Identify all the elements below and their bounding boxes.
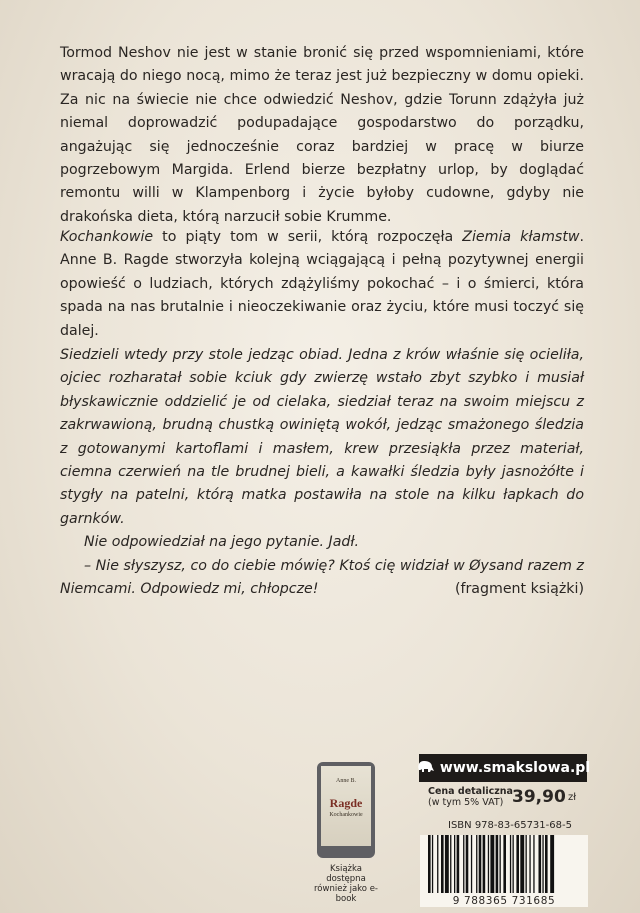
barcode-bar <box>437 835 438 893</box>
barcode-bar <box>550 835 554 893</box>
excerpt-paragraph-1: Siedzieli wtedy przy stole jedząc obiad. Jedna z krów właśnie się ocieliła, ojciec rozharatał sobie kciuk gdy zwierzę wstało zbyt szybko i musiał błyskawicznie oddzielić je od cielaka, siedział teraz na swoim miejscu z zakrwawioną, brudną chustką owiniętą wokół, jedząc smażonego śledzia z gotowanymi kartoflami i masłem, krew przesiąkła przez materiał, ciemna czerwień na tle brudnej bieli, a kawałki śledzia były jasnożółte i stygły na patelni, którą matka postawiła na stole na kilku łapkach do garnków. <box>60 347 584 527</box>
book-title-kochankowie: Kochankowie <box>60 229 154 245</box>
description-paragraph-2 <box>60 226 584 343</box>
barcode-bar <box>476 835 477 893</box>
barcode-bar <box>500 835 501 893</box>
barcode-bar <box>529 835 530 893</box>
price-box <box>428 786 588 816</box>
barcode-bar <box>457 835 460 893</box>
barcode-bar <box>533 835 534 893</box>
isbn-text: ISBN 978-83-65731-68-5 <box>448 820 572 831</box>
barcode-bar <box>516 835 519 893</box>
barcode-bar <box>539 835 542 893</box>
book-excerpt <box>60 344 584 601</box>
barcode-bars <box>428 835 580 895</box>
barcode-bar <box>510 835 511 893</box>
barcode-bar <box>445 835 449 893</box>
barcode-bar <box>441 835 444 893</box>
barcode-bar <box>503 835 506 893</box>
price-currency: zł <box>568 792 577 803</box>
excerpt-paragraph-3: – Nie słyszysz, co do ciebie mówię? Ktoś cię widział w Øysand razem z Niemcami. Odpowiedz mi, chłopcze! <box>60 557 584 598</box>
barcode-bar <box>479 835 482 893</box>
price-value: 39,90 <box>512 787 566 807</box>
publisher-website <box>419 754 591 782</box>
ebook-reader-image <box>317 762 375 858</box>
elephant-icon <box>416 758 436 778</box>
barcode-bar <box>432 835 433 893</box>
ebook-title: Ragde <box>329 796 363 810</box>
barcode-bar <box>490 835 494 893</box>
barcode-bar <box>463 835 464 893</box>
barcode-bar <box>428 835 431 893</box>
barcode-bar <box>496 835 499 893</box>
barcode-bar <box>466 835 469 893</box>
description-paragraph-1 <box>60 42 584 229</box>
barcode-bar <box>520 835 524 893</box>
barcode-bar <box>454 835 455 893</box>
barcode-bar <box>545 835 548 893</box>
price-label <box>428 786 513 808</box>
ebook-subtitle: Kochankowie <box>329 812 363 818</box>
description-text-2a: to piąty tom w serii, którą rozpoczęła <box>153 229 463 245</box>
excerpt-source: (fragment książki) <box>454 581 584 597</box>
barcode-bar <box>488 835 489 893</box>
barcode-bar <box>471 835 472 893</box>
ebook-promo <box>313 762 379 904</box>
ebook-caption <box>313 864 379 904</box>
barcode-digits: 9 788365 731685 <box>452 895 556 907</box>
description-text-1: Tormod Neshov nie jest w stanie bronić się przed wspomnieniami, które wracają do niego nocą, mimo że teraz jest już bezpieczny w domu opieki. Za nic na świecie nie chce odwiedzić Neshov, gdzie Torunn zdążyła już niemal doprowadzić podupadające gospodarstwo do porządku, angażując się jednocześnie coraz bardziej w pracę w biurze pogrzebowym Margida. Erlend bierze bezpłatny urlop, by doglądać remontu willi w Klampenborg i życie byłoby cudowne, gdyby nie drakońska dieta, którą narzucił sobie Krumme. <box>60 45 584 225</box>
barcode-bar <box>513 835 514 893</box>
barcode <box>420 835 588 907</box>
ebook-cover <box>321 766 371 846</box>
ebook-caption-line-2: również jako e-book <box>314 884 378 904</box>
excerpt-paragraph-2: Nie odpowiedział na jego pytanie. Jadł. <box>84 534 359 551</box>
description-text-2b: . Anne B. Ragde stworzyła kolejną wciągającą i pełną pozytywnej energii opowieść o ludziach, których zdążyliśmy pokochać – i o śmierci, która spada na nas brutalnie i nieoczekiwanie oraz życiu, które musi toczyć się dalej. <box>60 229 585 339</box>
price-label-line-1: Cena detaliczna <box>428 786 513 797</box>
price-label-line-2: (w tym 5% VAT) <box>428 797 504 808</box>
barcode-bar <box>542 835 543 893</box>
ebook-author: Anne B. <box>336 778 356 784</box>
barcode-bar <box>483 835 486 893</box>
ebook-caption-line-1: Książka dostępna <box>326 864 366 884</box>
series-title: Ziemia kłamstw <box>462 229 580 245</box>
barcode-bar <box>526 835 527 893</box>
website-text: www.smakslowa.pl <box>439 760 591 776</box>
barcode-bar <box>450 835 451 893</box>
